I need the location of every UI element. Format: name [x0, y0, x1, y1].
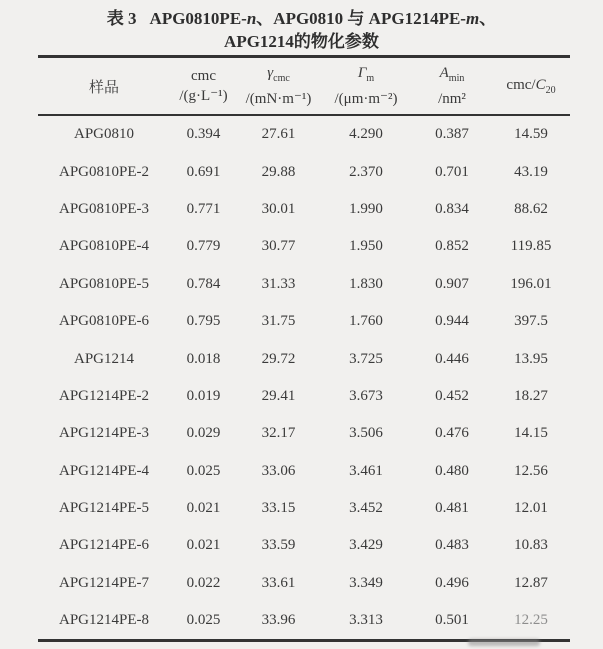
value-cell: 0.784 — [186, 275, 221, 292]
value-cell: 1.830 — [349, 275, 383, 292]
value-cell: 3.429 — [349, 537, 383, 554]
value-cell: 30.01 — [261, 200, 296, 217]
value-cell: 1.950 — [349, 238, 383, 255]
value-cell: 0.496 — [435, 574, 469, 591]
value-cell: 0.025 — [186, 462, 221, 479]
value-cell: 0.019 — [186, 387, 221, 404]
sample-cell: APG1214PE-2 — [58, 387, 149, 404]
value-cell: 0.480 — [435, 462, 469, 479]
value-cell: 0.018 — [186, 350, 221, 367]
value-cell: 3.673 — [349, 387, 383, 404]
sample-cell: APG1214PE-4 — [58, 462, 149, 479]
value-cell: 3.313 — [349, 612, 383, 629]
sample-cell: APG1214PE-7 — [58, 574, 149, 591]
header-row — [38, 57, 570, 116]
value-cell: 0.691 — [186, 163, 221, 180]
table-row — [38, 602, 570, 641]
value-cell: 0.701 — [435, 163, 469, 180]
caption-line-2: APG1214的物化参数 — [224, 32, 379, 51]
header-a-min: $A_{min}$ /nm² — [438, 65, 466, 107]
value-cell: 0.795 — [186, 313, 221, 330]
scan-artifact-smudge — [468, 639, 540, 646]
value-cell: 27.61 — [261, 126, 296, 143]
value-cell: 14.15 — [514, 425, 548, 442]
value-cell: 0.025 — [186, 612, 221, 629]
header-gamma-m: $\Gamma_m$ /(μm·m⁻²) — [334, 65, 398, 107]
value-cell: 0.907 — [435, 275, 469, 292]
value-cell: 12.56 — [514, 462, 548, 479]
value-cell: 13.95 — [514, 350, 548, 367]
value-cell: 18.27 — [514, 387, 548, 404]
value-cell: 3.452 — [349, 500, 383, 517]
table-row — [38, 415, 570, 452]
value-cell: 31.33 — [261, 275, 296, 292]
value-cell: 0.387 — [435, 126, 469, 143]
value-cell: 33.96 — [261, 612, 296, 629]
value-cell: 0.394 — [186, 126, 221, 143]
value-cell: 29.41 — [261, 387, 296, 404]
value-cell: 0.022 — [186, 574, 221, 591]
caption-label: 表 3 — [106, 9, 137, 28]
value-cell: 30.77 — [261, 238, 296, 255]
value-cell: 3.461 — [349, 462, 383, 479]
value-cell: 1.760 — [349, 313, 383, 330]
value-cell: 3.506 — [349, 425, 383, 442]
value-cell: 119.85 — [510, 238, 552, 255]
value-cell: 29.72 — [261, 350, 296, 367]
value-cell: 32.17 — [261, 425, 296, 442]
caption-text-3: 、 — [479, 9, 497, 28]
value-cell: 3.725 — [349, 350, 383, 367]
caption-var-m: m — [465, 9, 480, 28]
value-cell: 0.779 — [186, 238, 221, 255]
value-cell: 33.59 — [261, 537, 296, 554]
value-cell: 4.290 — [349, 126, 383, 143]
table-row — [38, 153, 570, 190]
value-cell: 10.83 — [514, 537, 548, 554]
sample-cell: APG0810PE-3 — [58, 200, 149, 217]
sample-cell: APG1214PE-5 — [58, 500, 149, 517]
value-cell: 0.481 — [435, 500, 469, 517]
value-cell: 397.5 — [514, 313, 548, 330]
value-cell: 0.852 — [435, 238, 469, 255]
header-cmc-c20: cmc/$C_{20}$ — [506, 76, 556, 96]
value-cell: 31.75 — [261, 313, 296, 330]
value-cell: 0.021 — [186, 537, 221, 554]
header-sample: 样品 — [88, 79, 119, 96]
sample-cell: APG1214PE-3 — [58, 425, 149, 442]
table-row — [38, 115, 570, 153]
value-cell: 0.452 — [435, 387, 469, 404]
value-cell: 196.01 — [510, 275, 552, 292]
value-cell: 43.19 — [514, 163, 548, 180]
caption-text-1: APG0810PE- — [149, 9, 247, 28]
physchem-table — [38, 55, 570, 642]
value-cell: 0.944 — [435, 313, 469, 330]
value-cell: 12.25 — [514, 612, 548, 629]
value-cell: 3.349 — [349, 574, 383, 591]
value-cell: 33.61 — [261, 574, 296, 591]
sample-cell: APG0810PE-6 — [58, 313, 149, 330]
table-caption — [0, 7, 603, 53]
value-cell: 12.87 — [514, 574, 548, 591]
value-cell: 14.59 — [514, 126, 548, 143]
table-row — [38, 378, 570, 415]
value-cell: 0.446 — [435, 350, 469, 367]
table-row — [38, 527, 570, 564]
table-row — [38, 490, 570, 527]
caption-line-1 — [0, 7, 603, 30]
value-cell: 1.990 — [349, 200, 383, 217]
value-cell: 33.06 — [261, 462, 296, 479]
header-cmc: cmc /(g·L⁻¹) — [179, 68, 228, 104]
value-cell: 33.15 — [261, 500, 296, 517]
header-gamma-cmc: $\gamma_{cmc}$ /(mN·m⁻¹) — [245, 65, 312, 107]
sample-cell: APG1214 — [73, 350, 134, 367]
caption-text-2: 、APG0810 与 APG1214PE- — [256, 9, 466, 28]
sample-cell: APG1214PE-8 — [58, 612, 149, 629]
table-row — [38, 565, 570, 602]
sample-cell: APG0810PE-5 — [58, 275, 149, 292]
sample-cell: APG0810PE-2 — [58, 163, 149, 180]
table-body — [38, 115, 570, 641]
value-cell: 0.029 — [186, 425, 221, 442]
value-cell: 29.88 — [261, 163, 296, 180]
value-cell: 0.771 — [186, 200, 221, 217]
table-row — [38, 266, 570, 303]
caption-var-n: n — [246, 9, 257, 28]
table-row — [38, 453, 570, 490]
value-cell: 0.834 — [435, 200, 469, 217]
value-cell: 88.62 — [514, 200, 548, 217]
value-cell: 12.01 — [514, 500, 548, 517]
value-cell: 2.370 — [349, 163, 383, 180]
physchem-table-wrap — [38, 55, 570, 642]
sample-cell: APG1214PE-6 — [58, 537, 149, 554]
sample-cell: APG0810PE-4 — [58, 238, 149, 255]
table-row — [38, 340, 570, 377]
sample-cell: APG0810 — [73, 126, 134, 143]
value-cell: 0.021 — [186, 500, 221, 517]
table-row — [38, 191, 570, 228]
value-cell: 0.476 — [435, 425, 469, 442]
table-row — [38, 303, 570, 340]
table-row — [38, 228, 570, 265]
value-cell: 0.483 — [435, 537, 469, 554]
value-cell: 0.501 — [435, 612, 469, 629]
